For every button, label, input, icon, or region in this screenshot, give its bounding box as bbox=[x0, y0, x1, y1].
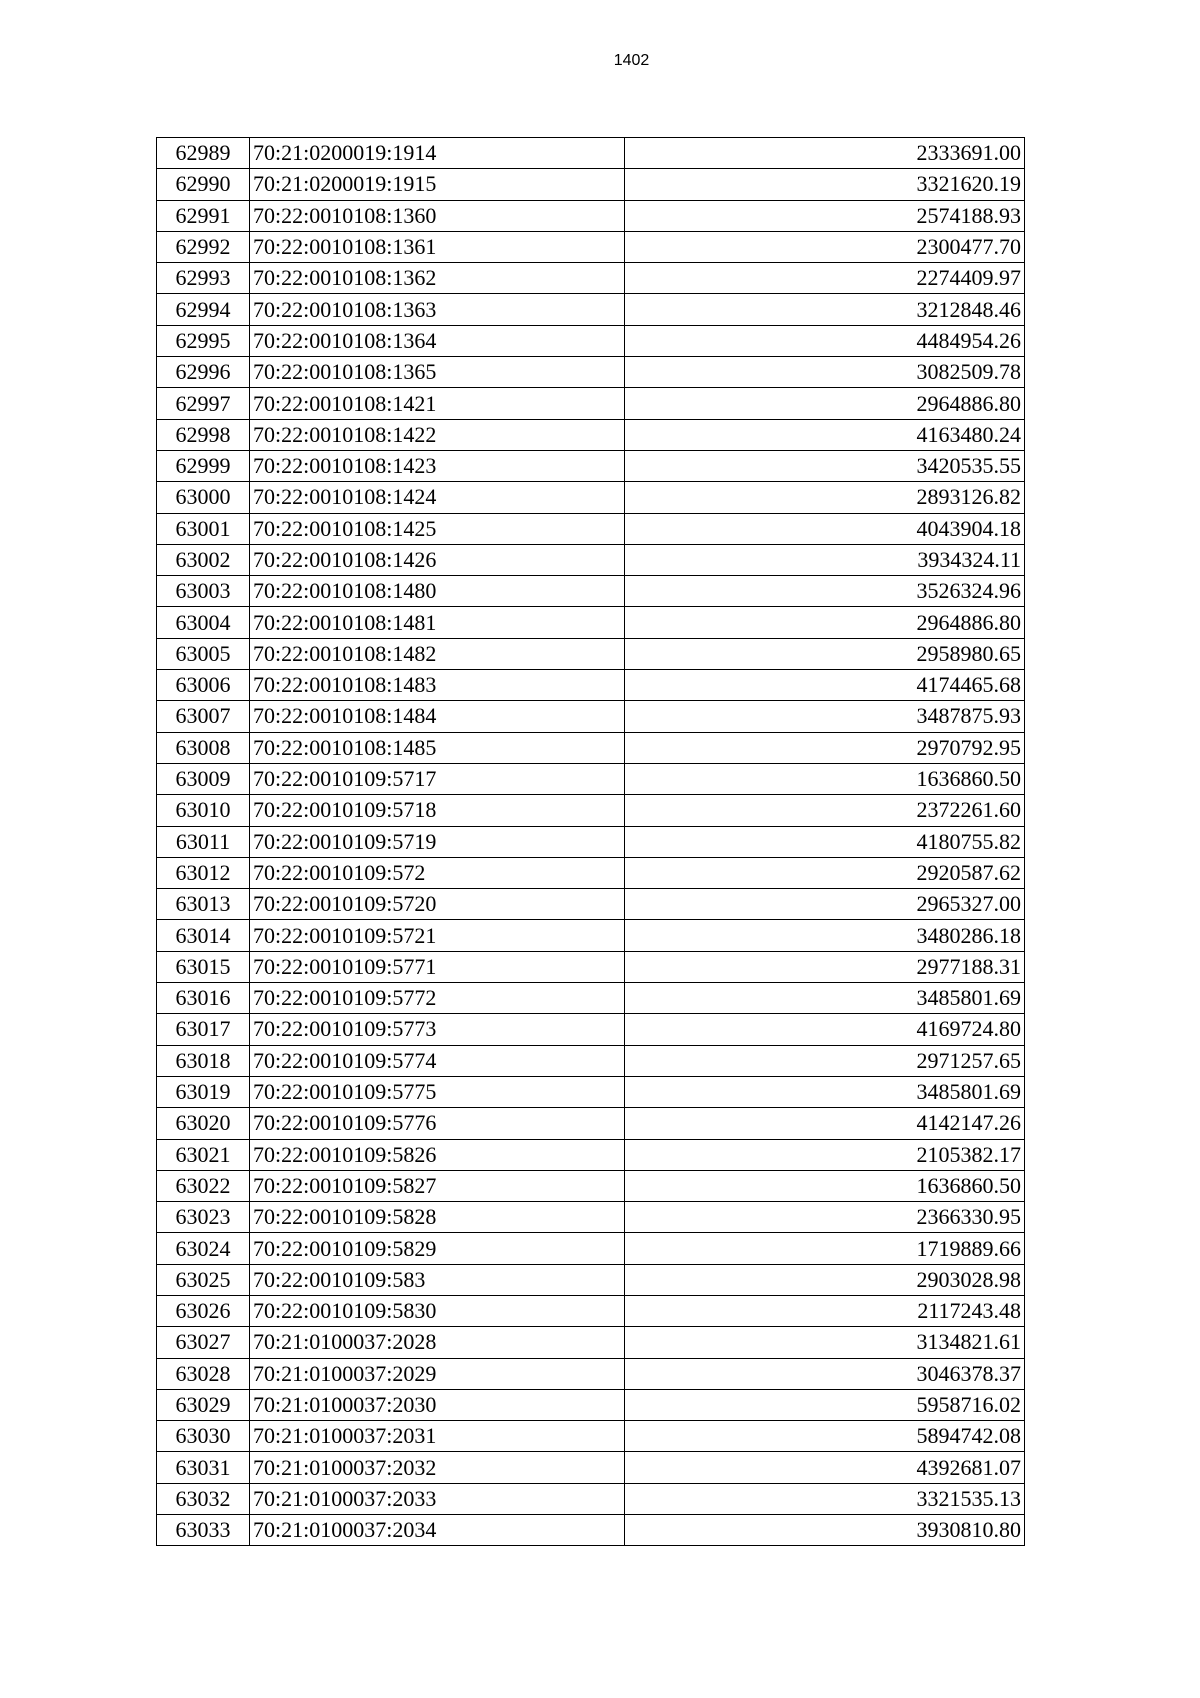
table-row bbox=[157, 388, 1025, 419]
cadastral-number-cell: 70:22:0010108:1424 bbox=[250, 482, 625, 513]
row-number-cell: 63014 bbox=[157, 920, 250, 951]
row-number-cell: 63017 bbox=[157, 1014, 250, 1045]
table-row bbox=[157, 576, 1025, 607]
table-row bbox=[157, 1295, 1025, 1326]
cadastral-number-cell: 70:22:0010108:1364 bbox=[250, 325, 625, 356]
cadastral-number-cell: 70:22:0010108:1423 bbox=[250, 450, 625, 481]
cadastral-number-cell: 70:22:0010108:1481 bbox=[250, 607, 625, 638]
row-number-cell: 62995 bbox=[157, 325, 250, 356]
row-number-cell: 63001 bbox=[157, 513, 250, 544]
row-number-cell: 63020 bbox=[157, 1108, 250, 1139]
cadastral-value-cell: 3526324.96 bbox=[625, 576, 1025, 607]
cadastral-number-cell: 70:22:0010109:583 bbox=[250, 1264, 625, 1295]
cadastral-number-cell: 70:22:0010108:1482 bbox=[250, 638, 625, 669]
cadastral-number-cell: 70:22:0010109:5827 bbox=[250, 1170, 625, 1201]
cadastral-number-cell: 70:22:0010108:1360 bbox=[250, 200, 625, 231]
cadastral-value-cell: 2977188.31 bbox=[625, 951, 1025, 982]
cadastral-number-cell: 70:22:0010108:1365 bbox=[250, 357, 625, 388]
cadastral-number-cell: 70:22:0010109:5772 bbox=[250, 983, 625, 1014]
cadastral-value-cell: 2920587.62 bbox=[625, 857, 1025, 888]
table-row bbox=[157, 763, 1025, 794]
cadastral-value-cell: 4392681.07 bbox=[625, 1452, 1025, 1483]
cadastral-value-cell: 3321535.13 bbox=[625, 1483, 1025, 1514]
cadastral-number-cell: 70:21:0100037:2030 bbox=[250, 1389, 625, 1420]
cadastral-value-cell: 4142147.26 bbox=[625, 1108, 1025, 1139]
cadastral-number-cell: 70:22:0010108:1362 bbox=[250, 263, 625, 294]
cadastral-number-cell: 70:21:0100037:2031 bbox=[250, 1421, 625, 1452]
row-number-cell: 63005 bbox=[157, 638, 250, 669]
table-row bbox=[157, 1389, 1025, 1420]
cadastral-number-cell: 70:22:0010109:5771 bbox=[250, 951, 625, 982]
cadastral-number-cell: 70:21:0200019:1914 bbox=[250, 138, 625, 169]
cadastral-value-cell: 2971257.65 bbox=[625, 1045, 1025, 1076]
table-row bbox=[157, 1233, 1025, 1264]
cadastral-value-cell: 4043904.18 bbox=[625, 513, 1025, 544]
cadastral-value-cell: 3082509.78 bbox=[625, 357, 1025, 388]
row-number-cell: 63015 bbox=[157, 951, 250, 982]
cadastral-number-cell: 70:22:0010109:5828 bbox=[250, 1202, 625, 1233]
table-row bbox=[157, 544, 1025, 575]
cadastral-value-cell: 3046378.37 bbox=[625, 1358, 1025, 1389]
cadastral-number-cell: 70:22:0010109:5830 bbox=[250, 1295, 625, 1326]
row-number-cell: 63024 bbox=[157, 1233, 250, 1264]
cadastral-number-cell: 70:22:0010109:5773 bbox=[250, 1014, 625, 1045]
cadastral-value-cell: 2333691.00 bbox=[625, 138, 1025, 169]
cadastral-value-cell: 5958716.02 bbox=[625, 1389, 1025, 1420]
table-row bbox=[157, 1421, 1025, 1452]
table-row bbox=[157, 826, 1025, 857]
table-row bbox=[157, 231, 1025, 262]
cadastral-number-cell: 70:21:0100037:2034 bbox=[250, 1515, 625, 1546]
table-row bbox=[157, 1045, 1025, 1076]
cadastral-number-cell: 70:22:0010108:1485 bbox=[250, 732, 625, 763]
cadastral-number-cell: 70:22:0010108:1361 bbox=[250, 231, 625, 262]
cadastral-number-cell: 70:21:0100037:2029 bbox=[250, 1358, 625, 1389]
row-number-cell: 63009 bbox=[157, 763, 250, 794]
table-row bbox=[157, 1076, 1025, 1107]
cadastral-number-cell: 70:22:0010108:1483 bbox=[250, 670, 625, 701]
cadastral-number-cell: 70:22:0010108:1480 bbox=[250, 576, 625, 607]
cadastral-value-cell: 4484954.26 bbox=[625, 325, 1025, 356]
cadastral-value-cell: 2105382.17 bbox=[625, 1139, 1025, 1170]
row-number-cell: 63021 bbox=[157, 1139, 250, 1170]
cadastral-value-cell: 4180755.82 bbox=[625, 826, 1025, 857]
cadastral-number-cell: 70:22:0010108:1421 bbox=[250, 388, 625, 419]
cadastral-value-cell: 3134821.61 bbox=[625, 1327, 1025, 1358]
row-number-cell: 63007 bbox=[157, 701, 250, 732]
cadastral-number-cell: 70:22:0010108:1426 bbox=[250, 544, 625, 575]
cadastral-value-cell: 2958980.65 bbox=[625, 638, 1025, 669]
table-row bbox=[157, 983, 1025, 1014]
table-row bbox=[157, 670, 1025, 701]
cadastral-value-cell: 3930810.80 bbox=[625, 1515, 1025, 1546]
row-number-cell: 63011 bbox=[157, 826, 250, 857]
table-row bbox=[157, 263, 1025, 294]
cadastral-value-cell: 3480286.18 bbox=[625, 920, 1025, 951]
table-row bbox=[157, 325, 1025, 356]
row-number-cell: 63028 bbox=[157, 1358, 250, 1389]
cadastral-value-cell: 3485801.69 bbox=[625, 983, 1025, 1014]
table-body bbox=[157, 138, 1025, 1546]
row-number-cell: 63002 bbox=[157, 544, 250, 575]
cadastral-number-cell: 70:22:0010109:5720 bbox=[250, 889, 625, 920]
table-row bbox=[157, 889, 1025, 920]
cadastral-value-cell: 2965327.00 bbox=[625, 889, 1025, 920]
table-row bbox=[157, 294, 1025, 325]
cadastral-value-cell: 3485801.69 bbox=[625, 1076, 1025, 1107]
cadastral-number-cell: 70:22:0010109:5826 bbox=[250, 1139, 625, 1170]
cadastral-value-cell: 2903028.98 bbox=[625, 1264, 1025, 1295]
cadastral-number-cell: 70:22:0010109:5719 bbox=[250, 826, 625, 857]
cadastral-value-table bbox=[156, 137, 1025, 1546]
cadastral-number-cell: 70:22:0010109:572 bbox=[250, 857, 625, 888]
table-row bbox=[157, 1014, 1025, 1045]
table-row bbox=[157, 1358, 1025, 1389]
cadastral-value-cell: 4163480.24 bbox=[625, 419, 1025, 450]
row-number-cell: 63027 bbox=[157, 1327, 250, 1358]
table-row bbox=[157, 357, 1025, 388]
cadastral-value-cell: 2964886.80 bbox=[625, 607, 1025, 638]
cadastral-value-cell: 2274409.97 bbox=[625, 263, 1025, 294]
cadastral-value-cell: 3321620.19 bbox=[625, 169, 1025, 200]
row-number-cell: 62997 bbox=[157, 388, 250, 419]
cadastral-value-cell: 2372261.60 bbox=[625, 795, 1025, 826]
row-number-cell: 63031 bbox=[157, 1452, 250, 1483]
row-number-cell: 62998 bbox=[157, 419, 250, 450]
cadastral-value-cell: 5894742.08 bbox=[625, 1421, 1025, 1452]
cadastral-number-cell: 70:22:0010109:5829 bbox=[250, 1233, 625, 1264]
cadastral-number-cell: 70:22:0010108:1484 bbox=[250, 701, 625, 732]
row-number-cell: 63026 bbox=[157, 1295, 250, 1326]
row-number-cell: 63025 bbox=[157, 1264, 250, 1295]
row-number-cell: 63000 bbox=[157, 482, 250, 513]
cadastral-value-cell: 4174465.68 bbox=[625, 670, 1025, 701]
row-number-cell: 62994 bbox=[157, 294, 250, 325]
row-number-cell: 62996 bbox=[157, 357, 250, 388]
cadastral-number-cell: 70:22:0010109:5717 bbox=[250, 763, 625, 794]
row-number-cell: 62989 bbox=[157, 138, 250, 169]
table-row bbox=[157, 1170, 1025, 1201]
row-number-cell: 62991 bbox=[157, 200, 250, 231]
row-number-cell: 63029 bbox=[157, 1389, 250, 1420]
table-row bbox=[157, 138, 1025, 169]
cadastral-value-cell: 1636860.50 bbox=[625, 1170, 1025, 1201]
table-row bbox=[157, 1452, 1025, 1483]
row-number-cell: 62993 bbox=[157, 263, 250, 294]
table-row bbox=[157, 419, 1025, 450]
table-row bbox=[157, 169, 1025, 200]
cadastral-number-cell: 70:21:0200019:1915 bbox=[250, 169, 625, 200]
table-row bbox=[157, 920, 1025, 951]
cadastral-value-cell: 2964886.80 bbox=[625, 388, 1025, 419]
cadastral-number-cell: 70:22:0010109:5774 bbox=[250, 1045, 625, 1076]
table-row bbox=[157, 1108, 1025, 1139]
cadastral-value-cell: 3934324.11 bbox=[625, 544, 1025, 575]
cadastral-value-cell: 2893126.82 bbox=[625, 482, 1025, 513]
cadastral-value-cell: 2970792.95 bbox=[625, 732, 1025, 763]
cadastral-value-cell: 1636860.50 bbox=[625, 763, 1025, 794]
table-row bbox=[157, 1515, 1025, 1546]
table-row bbox=[157, 857, 1025, 888]
table-row bbox=[157, 607, 1025, 638]
table-row bbox=[157, 1139, 1025, 1170]
cadastral-number-cell: 70:22:0010108:1422 bbox=[250, 419, 625, 450]
cadastral-number-cell: 70:21:0100037:2033 bbox=[250, 1483, 625, 1514]
cadastral-number-cell: 70:22:0010109:5718 bbox=[250, 795, 625, 826]
cadastral-value-cell: 2117243.48 bbox=[625, 1295, 1025, 1326]
cadastral-number-cell: 70:22:0010109:5776 bbox=[250, 1108, 625, 1139]
cadastral-number-cell: 70:21:0100037:2032 bbox=[250, 1452, 625, 1483]
cadastral-number-cell: 70:21:0100037:2028 bbox=[250, 1327, 625, 1358]
row-number-cell: 63003 bbox=[157, 576, 250, 607]
page-number: 1402 bbox=[613, 52, 650, 69]
row-number-cell: 63032 bbox=[157, 1483, 250, 1514]
row-number-cell: 63022 bbox=[157, 1170, 250, 1201]
cadastral-value-cell: 2366330.95 bbox=[625, 1202, 1025, 1233]
table-row bbox=[157, 1202, 1025, 1233]
table-row bbox=[157, 482, 1025, 513]
row-number-cell: 63033 bbox=[157, 1515, 250, 1546]
cadastral-number-cell: 70:22:0010108:1363 bbox=[250, 294, 625, 325]
table-row bbox=[157, 513, 1025, 544]
row-number-cell: 62999 bbox=[157, 450, 250, 481]
row-number-cell: 63023 bbox=[157, 1202, 250, 1233]
row-number-cell: 63018 bbox=[157, 1045, 250, 1076]
cadastral-value-cell: 4169724.80 bbox=[625, 1014, 1025, 1045]
row-number-cell: 63012 bbox=[157, 857, 250, 888]
cadastral-value-cell: 3212848.46 bbox=[625, 294, 1025, 325]
row-number-cell: 63010 bbox=[157, 795, 250, 826]
table-row bbox=[157, 951, 1025, 982]
cadastral-value-cell: 3487875.93 bbox=[625, 701, 1025, 732]
table-row bbox=[157, 1327, 1025, 1358]
table-row bbox=[157, 638, 1025, 669]
table-row bbox=[157, 795, 1025, 826]
cadastral-number-cell: 70:22:0010108:1425 bbox=[250, 513, 625, 544]
table-row bbox=[157, 732, 1025, 763]
table-row bbox=[157, 1264, 1025, 1295]
row-number-cell: 63016 bbox=[157, 983, 250, 1014]
row-number-cell: 63008 bbox=[157, 732, 250, 763]
table-row bbox=[157, 200, 1025, 231]
row-number-cell: 63019 bbox=[157, 1076, 250, 1107]
cadastral-value-cell: 2300477.70 bbox=[625, 231, 1025, 262]
row-number-cell: 63006 bbox=[157, 670, 250, 701]
cadastral-number-cell: 70:22:0010109:5775 bbox=[250, 1076, 625, 1107]
row-number-cell: 63004 bbox=[157, 607, 250, 638]
cadastral-value-cell: 3420535.55 bbox=[625, 450, 1025, 481]
row-number-cell: 63030 bbox=[157, 1421, 250, 1452]
row-number-cell: 62990 bbox=[157, 169, 250, 200]
table-row bbox=[157, 1483, 1025, 1514]
row-number-cell: 62992 bbox=[157, 231, 250, 262]
cadastral-value-cell: 2574188.93 bbox=[625, 200, 1025, 231]
row-number-cell: 63013 bbox=[157, 889, 250, 920]
table-row bbox=[157, 701, 1025, 732]
table-row bbox=[157, 450, 1025, 481]
cadastral-number-cell: 70:22:0010109:5721 bbox=[250, 920, 625, 951]
cadastral-value-cell: 1719889.66 bbox=[625, 1233, 1025, 1264]
